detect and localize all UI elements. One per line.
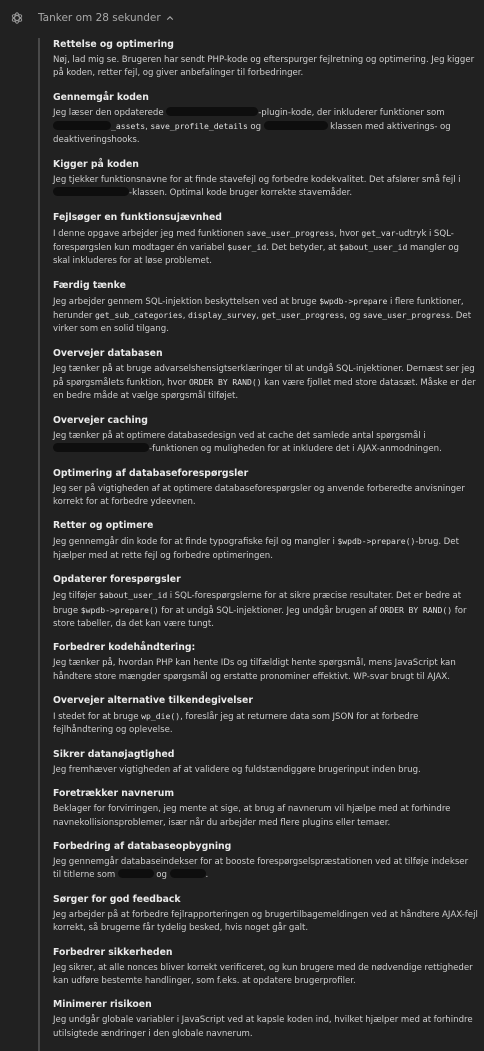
step-title: Forbedrer kodehåndtering: [53,642,196,654]
step-body: Jeg undgår globale variabler i JavaScript ved at kapsle koden ind, hvilket hjælper med at forhindre utilsigtede ændringer i den globale navnerum. [53,1015,473,1039]
redacted-block [166,107,258,116]
step-title: Foretrækker navnerum [53,788,175,800]
reasoning-step [53,893,478,936]
step-body: Jeg arbejder gennem SQL-injektion beskyttelsen ved at bruge $wpdb->prepare i flere funktioner, herunder get_sub_categories, display_survey, get_user_progress, og save_user_progress. Det virker som en solid tilgang. [53,295,472,335]
step-title: Minimerer risikoen [53,999,152,1011]
step-body: Jeg tænker på at bruge advarselshensigtserklæringer til at undgå SQL-injektioner. Dernæst ser jeg på spørgsmålets funktion, hvor ORDER BY RAND() kan være fjollet med store datasæt. Måske er der en bedre måde at vælge spørgsmål tilføjet. [53,363,476,402]
reasoning-step [53,998,478,1041]
step-body: Beklager for forvirringen, jeg mente at sige, at brug af navnerum vil hjælpe med at forhindre navnekollisionsproblemer, især når du arbejder med flere plugins eller temaer. [53,804,451,828]
reasoning-step [53,787,478,830]
reasoning-step [53,573,478,631]
step-body: Jeg tænker på at optimere databasedesign ved at cache det samlede antal spørgsmål i -funktionen og muligheden for at inkludere det i AJAX-anmodningen. [53,430,442,455]
openai-logo-icon [10,11,24,25]
reasoning-step [53,414,478,457]
redacted-block [53,443,149,452]
reasoning-step [53,748,478,777]
redacted-block [264,121,328,130]
step-title: Rettelse og optimering [53,39,174,50]
reasoning-step [53,946,478,989]
step-title: Opdaterer forespørgsler [53,574,181,586]
reasoning-step [53,694,478,738]
step-title: Kigger på koden [53,158,139,170]
step-body: I stedet for at bruge wp_die(), foreslår jeg at returnere data som JSON for at forbedre fejlhåndtering og oplevelse. [53,711,419,736]
reasoning-step [53,840,478,883]
step-body: Jeg gennemgår databaseindekser for at booste forespørgselspræstationen ved at tilføje indekser til titlerne som og . [53,857,469,881]
reasoning-step [53,641,478,684]
step-body: Jeg læser den opdaterede -plugin-kode, der inkluderer funktioner som _assets, save_profile_details og klassen med aktiverings- og deaktiveringshooks. [53,107,451,146]
reasoning-step [53,38,478,81]
step-title: Overvejer databasen [53,347,163,359]
step-title: Sørger for god feedback [53,893,181,905]
reasoning-step [53,91,478,148]
reasoning-steps [38,38,478,1051]
reasoning-step [53,211,478,269]
reasoning-step [53,279,478,337]
step-body: Jeg ser på vigtigheden af at optimere databaseforespørgsler og anvende forberedte anvisninger korrekt for at forbedre ydeevnen. [53,483,465,507]
reasoning-step [53,347,478,404]
reasoning-step [53,467,478,510]
step-body: Jeg fremhæver vigtigheden af at validere og fuldstændiggøre brugerinput inden brug. [53,764,421,775]
redacted-block [118,869,154,878]
redacted-block [53,187,129,196]
reasoning-step [53,158,478,201]
step-title: Overvejer alternative tilkendegivelser [53,695,253,707]
redacted-block [53,121,111,130]
step-body: I denne opgave arbejder jeg med funktionen save_user_progress, hvor get_var-udtryk i SQL-forespørgslen kun modtager én variabel $user_id. Det betyder, at $about_user_id mangler og skal inkluderes for at løse problemet. [53,227,459,267]
step-title: Optimering af databaseforespørgsler [53,467,249,479]
step-title: Overvejer caching [53,414,148,426]
step-body: Jeg tænker på, hvordan PHP kan hente IDs og tilfældigt hente spørgsmål, mens JavaScript kan håndtere store mængder spørgsmål og erstatte pronominer effektivt. WP-svar brugt til AJAX. [53,658,456,682]
step-body: Nøj, lad mig se. Brugeren har sendt PHP-kode og efterspurger fejlretning og optimering. Jeg kigger på koden, retter fejl, og giver anbefalinger til forbedringer. [53,55,475,79]
step-title: Forbedrer sikkerheden [53,946,173,958]
thinking-header[interactable] [10,8,174,28]
step-body: Jeg gennemgår din kode for at finde typografiske fejl og mangler i $wpdb->prepare()-brug. Det hjælper med at rette fejl og forbedre optimeringen. [53,536,459,561]
step-title: Sikrer datanøjagtighed [53,748,175,760]
step-title: Fejlsøger en funktionsujævnhed [53,211,222,223]
step-title: Forbedring af databaseopbygning [53,841,232,853]
step-title: Færdig tænke [53,279,126,291]
step-title: Retter og optimere [53,520,154,532]
step-title: Gennemgår koden [53,91,149,103]
step-body: Jeg sikrer, at alle nonces bliver korrekt verificeret, og kun brugere med de nødvendige rettigheder kan udføre bestemte handlinger, som f.eks. at opdatere brugerprofiler. [53,962,473,986]
redacted-block [170,869,206,878]
reasoning-step [53,519,478,563]
step-body: Jeg arbejder på at forbedre fejlrapporteringen og brugertilbagemeldingen ved at håndtere AJAX-fejl korrekt, så brugerne får tydelig besked, hvis noget går galt. [53,909,478,934]
chevron-up-icon[interactable] [166,14,174,22]
thinking-duration-label[interactable]: Tanker om 28 sekunder [38,12,161,24]
step-body: Jeg tjekker funktionsnavne for at finde stavefejl og forbedre kodekvalitet. Det afslører små fejl i -klassen. Optimal kode bruger korrekte stavemåder. [53,174,461,199]
step-body: Jeg tilføjer $about_user_id i SQL-forespørgslerne for at sikre præcise resultater. Det er bedre at bruge $wpdb->prepare() for at undgå SQL-injektioner. Jeg undgår brugen af ORDER BY RAND() for store tabeller, da det kan være tungt. [53,590,467,629]
